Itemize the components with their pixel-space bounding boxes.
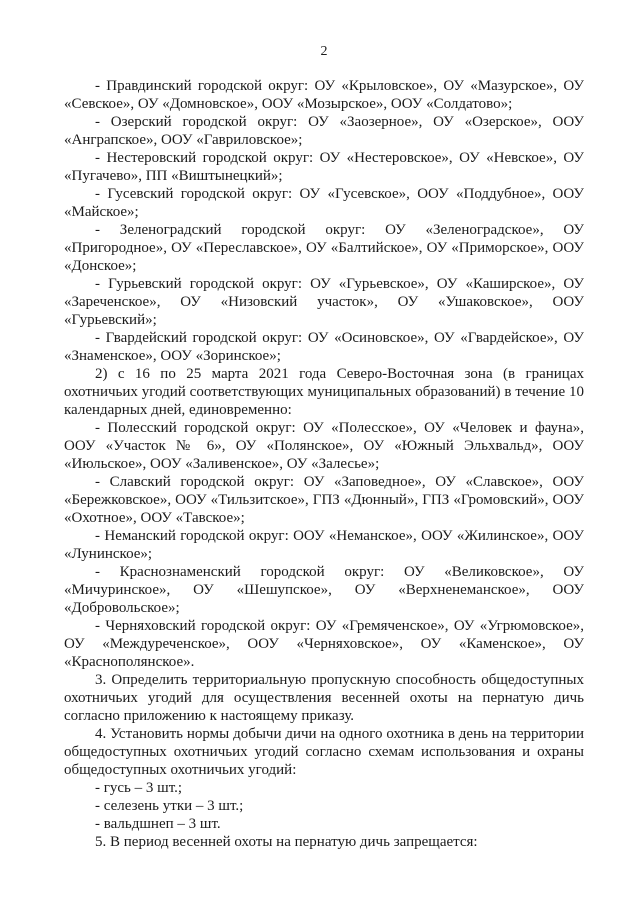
paragraph: - Полесский городской округ: ОУ «Полесское», ОУ «Человек и фауна», ООУ «Участок № 6», ОУ «Полянское», ОУ «Южный Эльхвальд», ООУ «Июльское», ООУ «Заливенское», ОУ «Залесье»; <box>64 420 584 472</box>
paragraph: 4. Установить нормы добычи дичи на одного охотника в день на территории общедоступных охотничьих угодий согласно схемам использования и охраны общедоступных охотничьих угодий: <box>64 726 584 778</box>
paragraph: - Нестеровский городской округ: ОУ «Нестеровское», ОУ «Невское», ОУ «Пугачево», ПП «Виштынецкий»; <box>64 150 584 184</box>
paragraph: - Краснознаменский городской округ: ОУ «Великовское», ОУ «Мичуринское», ОУ «Шешупское», ОУ «Верхненеманское», ООУ «Добровольское»; <box>64 564 584 616</box>
paragraph: - Зеленоградский городской округ: ОУ «Зеленоградское», ОУ «Пригородное», ОУ «Переславское», ОУ «Балтийское», ОУ «Приморское», ООУ «Донское»; <box>64 222 584 274</box>
paragraph: - селезень утки – 3 шт.; <box>95 798 244 814</box>
paragraph: 3. Определить территориальную пропускную способность общедоступных охотничьих угодий для осуществления весенней охоты на пернатую дичь согласно приложению к настоящему приказу. <box>64 672 584 724</box>
paragraph: 2) с 16 по 25 марта 2021 года Северо-Восточная зона (в границах охотничьих угодий соответствующих муниципальных образований) в течение 10 календарных дней, единовременно: <box>64 366 584 418</box>
paragraph: - Неманский городской округ: ООУ «Неманское», ООУ «Жилинское», ООУ «Лунинское»; <box>64 528 584 562</box>
paragraph: - вальдшнеп – 3 шт. <box>95 816 221 832</box>
page-number: 2 <box>320 44 328 59</box>
paragraph: - Озерский городской округ: ОУ «Заозерное», ОУ «Озерское», ООУ «Анграпское», ООУ «Гавриловское»; <box>64 114 584 148</box>
paragraph: - Правдинский городской округ: ОУ «Крыловское», ОУ «Мазурское», ОУ «Севское», ОУ «Домновское», ООУ «Мозырское», ООУ «Солдатово»; <box>64 78 584 112</box>
paragraph: - гусь – 3 шт.; <box>95 780 183 796</box>
document-body <box>64 77 584 851</box>
paragraph: - Гурьевский городской округ: ОУ «Гурьевское», ОУ «Каширское», ОУ «Зареченское», ОУ «Низовский участок», ОУ «Ушаковское», ООУ «Гурьевский»; <box>64 276 584 328</box>
paragraph: 5. В период весенней охоты на пернатую дичь запрещается: <box>95 834 478 850</box>
paragraph: - Гвардейский городской округ: ОУ «Осиновское», ОУ «Гвардейское», ОУ «Знаменское», ООУ «Зоринское»; <box>64 330 584 364</box>
paragraph: - Гусевский городской округ: ОУ «Гусевское», ООУ «Поддубное», ООУ «Майское»; <box>64 186 584 220</box>
paragraph: - Черняховский городской округ: ОУ «Гремяченское», ОУ «Угрюмовское», ОУ «Междуреченское», ООУ «Черняховское», ОУ «Каменское», ОУ «Краснополянское». <box>64 618 584 670</box>
paragraph: - Славский городской округ: ОУ «Заповедное», ОУ «Славское», ООУ «Бережковское», ООУ «Тильзитское», ГПЗ «Дюнный», ГПЗ «Громовский», ООУ «Охотное», ООУ «Тавское»; <box>64 474 584 526</box>
